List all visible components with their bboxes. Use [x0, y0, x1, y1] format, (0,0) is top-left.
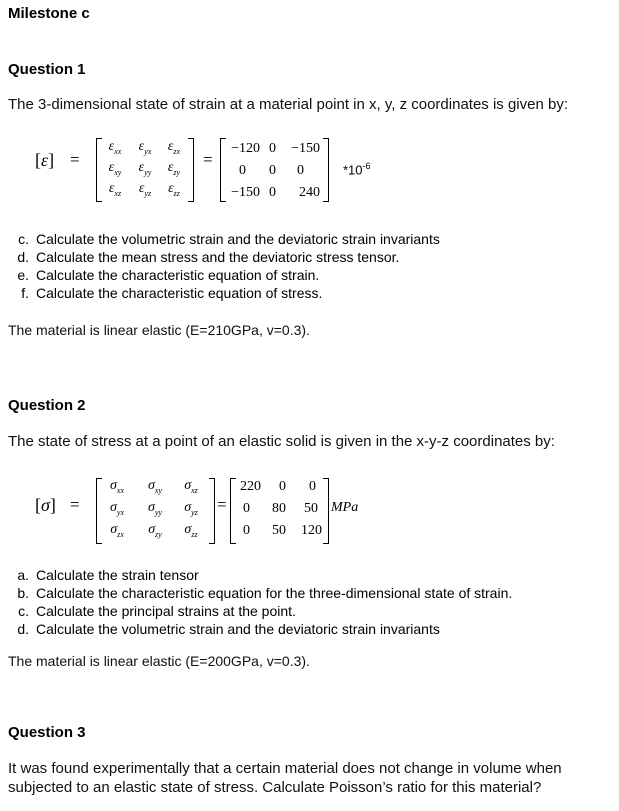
matrix-cell: $\varepsilon_{xz}$	[108, 181, 122, 198]
matrix-cell: $\sigma_{zy}$	[148, 522, 162, 539]
unit-label: MPa	[331, 500, 359, 515]
question-2-material: The material is linear elastic (E=200GPa, v=0.3).	[8, 653, 310, 669]
matrix-cell: $\sigma_{yx}$	[109, 500, 124, 517]
matrix-value: 0	[269, 141, 276, 156]
scale-factor: $*10^{-6}$	[343, 161, 371, 178]
matrix-value: 0	[243, 523, 250, 538]
matrix-value: 50	[272, 523, 286, 538]
matrix-value: 220	[240, 479, 261, 494]
list-item: d. Calculate the mean stress and the deviatoric stress tensor.	[17, 249, 400, 265]
stress-symbol: [σ]	[35, 495, 56, 515]
bracket-right	[188, 138, 194, 202]
matrix-value: −150	[291, 141, 320, 156]
matrix-cell: $\sigma_{xy}$	[147, 478, 162, 495]
bracket-left	[96, 138, 102, 202]
question-2-tasks	[12, 566, 512, 638]
matrix-value: 80	[272, 501, 286, 516]
matrix-cell: $\varepsilon_{xy}$	[108, 160, 122, 177]
matrix-value: 0	[269, 163, 276, 178]
matrix-cell: $\varepsilon_{yx}$	[138, 139, 152, 156]
matrix-value: 0	[279, 479, 286, 494]
matrix-cell: $\varepsilon_{zy}$	[167, 160, 181, 177]
matrix-cell: $\sigma_{zx}$	[110, 522, 124, 539]
matrix-value: 0	[269, 185, 276, 200]
matrix-cell: $\varepsilon_{xx}$	[108, 139, 122, 156]
matrix-cell: $\sigma_{yy}$	[147, 500, 162, 517]
question-3-heading: Question 3	[8, 724, 86, 741]
matrix-value: 0	[297, 163, 304, 178]
matrix-value: −120	[231, 141, 260, 156]
list-item: d. Calculate the volumetric strain and the deviatoric strain invariants	[17, 621, 440, 637]
bracket-right	[323, 138, 329, 202]
question-1-material: The material is linear elastic (E=210GPa, v=0.3).	[8, 322, 310, 338]
matrix-value: −150	[231, 185, 260, 200]
strain-symbol: [ε]	[35, 150, 55, 170]
matrix-cell: $\sigma_{xx}$	[109, 478, 124, 495]
matrix-cell: $\varepsilon_{yz}$	[138, 181, 152, 198]
question-1-intro: The 3-dimensional state of strain at a material point in x, y, z coordinates is given by:	[8, 96, 568, 113]
matrix-cell: $\sigma_{yz}$	[184, 500, 198, 517]
list-item: c. Calculate the principal strains at the point.	[18, 603, 296, 619]
matrix-value: 120	[301, 523, 322, 538]
matrix-cell: $\varepsilon_{zx}$	[167, 139, 181, 156]
list-item: e. Calculate the characteristic equation of strain.	[17, 267, 320, 283]
matrix-cell: $\sigma_{zz}$	[184, 522, 198, 539]
bracket-right	[323, 478, 329, 544]
question-2-intro: The state of stress at a point of an elastic solid is given in the x-y-z coordinates by:	[8, 433, 555, 450]
question-3-line-2: subjected to an elastic state of stress. Calculate Poisson’s ratio for this material?	[8, 779, 542, 796]
list-item: a. Calculate the strain tensor	[17, 567, 199, 583]
list-item: c. Calculate the volumetric strain and the deviatoric strain invariants	[18, 231, 440, 247]
milestone-title: Milestone c	[8, 5, 90, 22]
matrix-value: 0	[309, 479, 316, 494]
question-1-tasks	[12, 230, 440, 302]
question-1-heading: Question 1	[8, 61, 86, 78]
matrix-value: 240	[299, 185, 320, 200]
bracket-right	[209, 478, 215, 544]
list-item: b. Calculate the characteristic equation for the three-dimensional state of strain.	[17, 585, 513, 601]
matrix-cell: $\varepsilon_{zz}$	[168, 181, 180, 198]
matrix-cell: $\sigma_{xz}$	[184, 478, 198, 495]
matrix-value: 0	[239, 163, 246, 178]
matrix-value: 0	[243, 501, 250, 516]
question-2-heading: Question 2	[8, 397, 86, 414]
bracket-left	[96, 478, 102, 544]
question-3-line-1: It was found experimentally that a certain material does not change in volume when	[8, 760, 562, 777]
matrix-cell: $\varepsilon_{yy}$	[138, 160, 152, 177]
list-item: f. Calculate the characteristic equation of stress.	[21, 285, 323, 301]
matrix-value: 50	[304, 501, 318, 516]
